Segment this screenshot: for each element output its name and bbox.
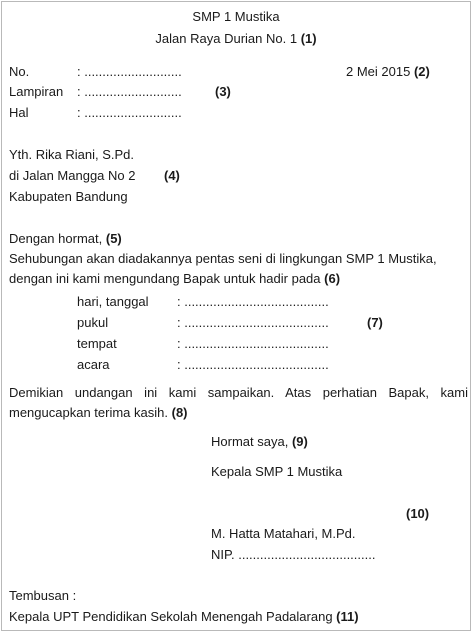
hal-dots: : ...........................	[77, 105, 182, 120]
salutation: Dengan hormat, (5)	[9, 231, 122, 246]
closing-line-2: mengucapkan terima kasih. (8)	[9, 405, 188, 420]
school-name: SMP 1 Mustika	[192, 9, 280, 24]
marker-4: (4)	[164, 168, 180, 183]
letter-date: 2 Mei 2015 (2)	[346, 64, 430, 79]
no-label: No.	[9, 64, 30, 79]
signer-nip: NIP. ......................................	[211, 547, 376, 562]
closing-line-1: Demikian undangan ini kami sampaikan. Atas perhatian Bapak, kami	[9, 385, 468, 400]
detail-value-hari: : ........................................	[177, 294, 329, 309]
recipient-city: Kabupaten Bandung	[9, 189, 128, 204]
detail-value-pukul: : ........................................	[177, 315, 329, 330]
marker-5: (5)	[105, 231, 122, 246]
marker-2: (2)	[413, 64, 430, 79]
marker-11: (11)	[336, 609, 359, 624]
marker-6: (6)	[324, 271, 341, 286]
letter-page	[1, 1, 471, 631]
lampiran-dots: : ...........................	[77, 84, 182, 99]
recipient-name: Yth. Rika Riani, S.Pd.	[9, 147, 134, 162]
body-line-1: Sehubungan akan diadakannya pentas seni di lingkungan SMP 1 Mustika,	[9, 251, 437, 266]
detail-value-tempat: : ........................................	[177, 336, 329, 351]
signer-name: M. Hatta Matahari, M.Pd.	[211, 526, 356, 541]
marker-8: (8)	[171, 405, 188, 420]
regards: Hormat saya, (9)	[211, 434, 308, 449]
signer-position: Kepala SMP 1 Mustika	[211, 464, 343, 479]
school-address: Jalan Raya Durian No. 1 (1)	[155, 31, 317, 46]
detail-label-hari: hari, tanggal	[77, 294, 149, 309]
marker-3: (3)	[215, 84, 231, 99]
cc-recipient: Kepala UPT Pendidikan Sekolah Menengah Padalarang (11)	[9, 609, 359, 624]
detail-label-tempat: tempat	[77, 336, 117, 351]
recipient-street: di Jalan Mangga No 2	[9, 168, 136, 183]
detail-label-pukul: pukul	[77, 315, 109, 330]
detail-label-acara: acara	[77, 357, 110, 372]
no-dots: : ...........................	[77, 64, 182, 79]
marker-10: (10)	[406, 506, 430, 521]
marker-1: (1)	[300, 31, 317, 46]
marker-9: (9)	[291, 434, 308, 449]
body-line-2: dengan ini kami mengundang Bapak untuk hadir pada (6)	[9, 271, 341, 286]
marker-7: (7)	[367, 315, 383, 330]
cc-label: Tembusan :	[9, 588, 77, 603]
lampiran-label: Lampiran	[9, 84, 64, 99]
hal-label: Hal	[9, 105, 29, 120]
detail-value-acara: : ........................................	[177, 357, 329, 372]
